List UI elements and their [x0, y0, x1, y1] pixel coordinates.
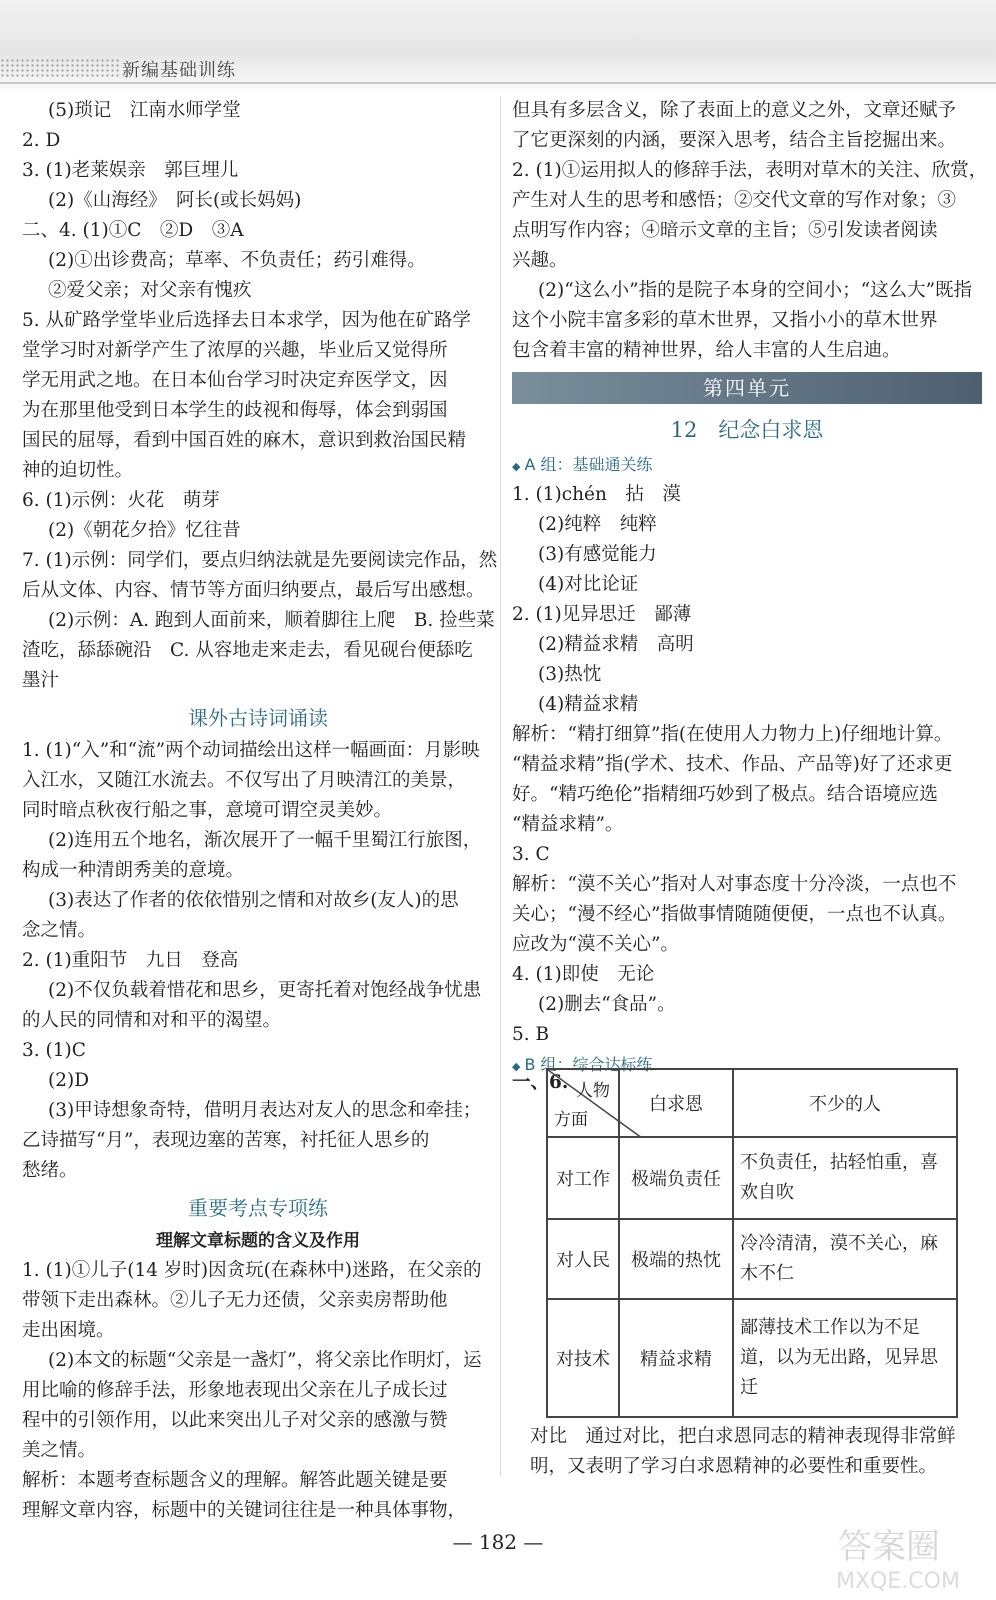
text-line: 了它更深刻的内涵，要深入思考，结合主旨挖掘出来。	[512, 130, 957, 151]
text-line: (3)有感觉能力	[538, 544, 657, 565]
text-line: (2)删去“食品”。	[538, 994, 676, 1015]
question-6-label: 一、6.	[512, 1072, 569, 1093]
text-line: (2)①出诊费高；草率、不负责任；药引难得。	[48, 250, 426, 271]
watermark-logo	[808, 1516, 988, 1596]
table-cell: 精益求精	[619, 1299, 733, 1417]
text-line: (3)甲诗想象奇特，借明月表达对友人的思念和牵挂；	[48, 1100, 482, 1121]
header-decoration	[0, 58, 120, 78]
text-line: 解析：“漠不关心”指对人对事态度十分冷淡，一点也不	[512, 874, 957, 895]
text-line: (4)精益求精	[538, 694, 639, 715]
group-a-text: A 组：基础通关练	[524, 455, 653, 474]
watermark-text: 答案圈	[838, 1527, 940, 1567]
text-line: 6. (1)示例：火花 萌芽	[22, 490, 220, 511]
group-b-text: B 组：综合达标练	[524, 1055, 653, 1074]
text-line: 用比喻的修辞手法，形象地表现出父亲在儿子成长过	[22, 1380, 448, 1401]
page-number: — 182 —	[452, 1530, 544, 1554]
table-cell: 冷冷清清，漠不关心，麻木不仁	[733, 1219, 957, 1299]
text-line: 这个小院丰富多彩的草木世界，又指小小的草木世界	[512, 310, 938, 331]
text-line: “精益求精”。	[512, 814, 624, 835]
group-a-label	[512, 450, 982, 480]
text-line: 同时暗点秋夜行船之事，意境可谓空灵美妙。	[22, 800, 393, 821]
text-line: 堂学习时对新学产生了浓厚的兴趣，毕业后又觉得所	[22, 340, 448, 361]
text-line: 2. (1)重阳节 九日 登高	[22, 950, 239, 971]
lesson-title: 12 纪念白求恩	[670, 418, 824, 442]
diamond-icon: ◆	[512, 460, 521, 473]
unit-banner: 第四单元	[512, 372, 982, 404]
text-line: 3. (1)老莱娱亲 郭巨埋儿	[22, 160, 239, 181]
text-line: (2)D	[48, 1070, 90, 1091]
text-line: 好。“精巧绝伦”指精细巧妙到了极点。结合语境应选	[512, 784, 938, 805]
text-line: 点明写作内容；④暗示文章的主旨；⑤引发读者阅读	[512, 220, 938, 241]
text-line: 国民的屈辱，看到中国百姓的麻木，意识到救治国民精	[22, 430, 467, 451]
text-line: 3. (1)C	[22, 1040, 86, 1061]
answers-block-2	[22, 736, 494, 1186]
text-line: 程中的引领作用，以此来突出儿子对父亲的感激与赞	[22, 1410, 448, 1431]
text-line: 7. (1)示例：同学们，要点归纳法就是先要阅读完作品，然	[22, 550, 498, 571]
text-line: 5. B	[512, 1024, 550, 1045]
text-line: 应改为“漠不关心”。	[512, 934, 679, 955]
text-line: 5. 从矿路学堂毕业后选择去日本求学，因为他在矿路学	[22, 310, 472, 331]
text-line: (2)连用五个地名，渐次展开了一幅千里蜀江行旅图，	[48, 830, 482, 851]
text-line: 1. (1)①儿子(14 岁时)因贪玩(在森林中)迷路，在父亲的	[22, 1260, 482, 1281]
answers-block-4	[512, 96, 988, 366]
text-line: (2)《朝花夕拾》忆往昔	[48, 520, 241, 541]
table-corner-cell	[547, 1069, 619, 1137]
text-line: 念之情。	[22, 920, 97, 941]
text-line: 关心；“漫不经心”指做事情随随便便，一点也不认真。	[512, 904, 957, 925]
corner-label-aspect: 方面	[554, 1110, 588, 1130]
text-line: “精益求精”指(学术、技术、作品、产品等)好了还求更	[512, 754, 953, 775]
subsection-title: 理解文章标题的含义及作用	[156, 1231, 360, 1251]
column-divider	[500, 96, 501, 1476]
text-line: 的人民的同情和对和平的渴望。	[22, 1010, 282, 1031]
corner-label-person: 人物	[576, 1081, 610, 1101]
text-line: (5)琐记 江南水师学堂	[48, 100, 241, 121]
section-title-classical-poetry: 课外古诗词诵读	[188, 706, 328, 730]
table-cell: 极端负责任	[619, 1137, 733, 1219]
text-line: 入江水，又随江水流去。不仅写出了月映清江的美景，	[22, 770, 467, 791]
text-line: (2)精益求精 高明	[538, 634, 694, 655]
table-cell: 极端的热忱	[619, 1219, 733, 1299]
text-line: (2)“这么小”指的是院子本身的空间小；“这么大”既指	[538, 280, 973, 301]
text-line: 1. (1)chén 拈 漠	[512, 484, 681, 505]
text-line: (3)表达了作者的依依惜别之情和对故乡(友人)的思	[48, 890, 459, 911]
diamond-icon: ◆	[512, 1060, 521, 1073]
text-line: 2. D	[22, 130, 61, 151]
text-line: 美之情。	[22, 1440, 97, 1461]
text-line: 神的迫切性。	[22, 460, 134, 481]
text-line: 1. (1)“入”和“流”两个动词描绘出这样一幅画面：月影映	[22, 740, 480, 761]
table-row	[547, 1219, 957, 1299]
contrast-explanation: 对比 通过对比，把白求恩同志的精神表现得非常鲜明，又表明了学习白求恩精神的必要性和重要性。	[530, 1426, 956, 1477]
left-column	[22, 96, 498, 1526]
table-cell: 对技术	[547, 1299, 619, 1417]
text-line: 乙诗描写“月”，表现边塞的苦寒，衬托征人思乡的	[22, 1130, 430, 1151]
text-line: (2)示例：A. 跑到人面前来，顺着脚往上爬 B. 捡些菜	[48, 610, 495, 631]
text-line: 2. (1)①运用拟人的修辞手法，表明对草木的关注、欣赏，	[512, 160, 988, 181]
book-title: 新编基础训练	[122, 60, 236, 81]
watermark-url: MXQE.COM	[836, 1569, 960, 1594]
table-row	[547, 1137, 957, 1219]
table-cell: 对人民	[547, 1219, 619, 1299]
table-cell: 不负责任，拈轻怕重，喜欢自吹	[733, 1137, 957, 1219]
text-line: (2)纯粹 纯粹	[538, 514, 657, 535]
text-line: 后从文体、内容、情节等方面归纳要点，最后写出感想。	[22, 580, 485, 601]
answers-block-3	[22, 1256, 494, 1526]
table-cell: 对工作	[547, 1137, 619, 1219]
text-line: (4)对比论证	[538, 574, 639, 595]
text-line: 走出困境。	[22, 1320, 115, 1341]
section-title-key-points: 重要考点专项练	[188, 1196, 328, 1220]
text-line: 墨汁	[22, 670, 60, 691]
text-line: 但具有多层含义，除了表面上的意义之外，文章还赋予	[512, 100, 957, 121]
comparison-table	[546, 1068, 958, 1418]
text-line: 带领下走出森林。②儿子无力还债，父亲卖房帮助他	[22, 1290, 448, 1311]
text-line: 愁绪。	[22, 1160, 78, 1181]
text-line: ②爱父亲；对父亲有愧疚	[48, 280, 252, 301]
table-header: 白求恩	[619, 1069, 733, 1137]
text-line: 解析：“精打细算”指(在使用人力物力上)仔细地计算。	[512, 724, 953, 745]
text-line: 学无用武之地。在日本仙台学习时决定弃医学文，因	[22, 370, 448, 391]
text-line: 产生对人生的思考和感悟；②交代文章的写作对象；③	[512, 190, 957, 211]
text-line: 4. (1)即使 无论	[512, 964, 655, 985]
text-line: 2. (1)见异思迁 鄙薄	[512, 604, 692, 625]
text-line: 渣吃，舔舔碗沿 C. 从容地走来走去，看见砚台便舔吃	[22, 640, 473, 661]
text-line: 二、4. (1)①C ②D ③A	[22, 220, 244, 241]
answers-block-5	[512, 480, 982, 1050]
table-cell: 鄙薄技术工作以为不足道，以为无出路，见异思迁	[733, 1299, 957, 1417]
text-line: (2)《山海经》 阿长(或长妈妈)	[48, 190, 302, 211]
table-header: 不少的人	[733, 1069, 957, 1137]
text-line: (3)热忱	[538, 664, 602, 685]
text-line: 兴趣。	[512, 250, 568, 271]
table-row	[547, 1299, 957, 1417]
text-line: 理解文章内容，标题中的关键词往往是一种具体事物，	[22, 1500, 467, 1521]
text-line: 3. C	[512, 844, 550, 865]
text-line: 为在那里他受到日本学生的歧视和侮辱，体会到弱国	[22, 400, 448, 421]
text-line: 包含着丰富的精神世界，给人丰富的人生启迪。	[512, 340, 901, 361]
header-rule	[0, 82, 996, 84]
answers-block-1	[22, 96, 498, 696]
text-line: 构成一种清朗秀美的意境。	[22, 860, 245, 881]
right-column	[512, 96, 988, 1080]
text-line: 解析：本题考查标题含义的理解。解答此题关键是要	[22, 1470, 448, 1491]
text-line: (2)本文的标题“父亲是一盏灯”，将父亲比作明灯，运	[48, 1350, 482, 1371]
text-line: (2)不仅负载着惜花和思乡，更寄托着对饱经战争忧患	[48, 980, 482, 1001]
table-header-row	[547, 1069, 957, 1137]
